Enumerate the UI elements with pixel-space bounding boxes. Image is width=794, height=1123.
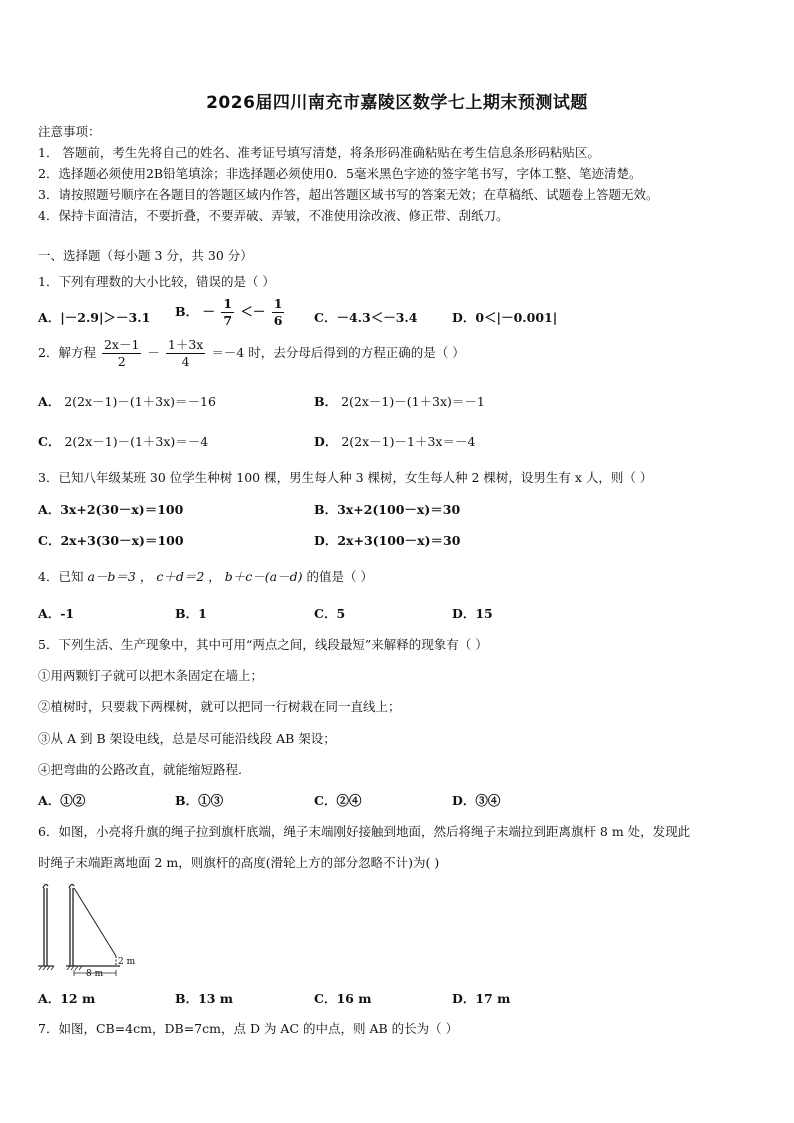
q2-option-a [38,392,216,410]
q6-option-c: C．16 m [314,991,372,1006]
q4-option-b: B．1 [175,606,207,621]
q5-option-b: B．①③ [175,793,224,808]
q1-option-c: C．－4.3＜－3.4 [314,310,418,325]
q2-option-d-expr: 2(2x－1)－1＋3x＝－4 [341,434,476,449]
q1-option-b-label: B． [175,304,199,319]
q1-fraction-2 [272,296,285,329]
q4-option-a: A．-1 [38,606,75,621]
q3-option-b: B．3x+2(100－x)＝30 [314,502,461,517]
notice-item-4: 4．保持卡面清洁，不要折叠，不要弄破、弄皱，不准使用涂改液、修正带、刮纸刀。 [38,208,509,223]
notice-heading: 注意事项： [38,124,101,139]
q1-fraction-1 [221,296,234,329]
q4-pre: 4．已知 [38,569,84,584]
q4-stem [38,567,373,585]
q2-fraction-2-num: 1＋3x [167,337,204,352]
q4-expr-2: c＋d＝2 [156,569,205,584]
q1-option-b-compare: ＜－ [240,304,266,319]
q2-option-a-label: A． [38,394,61,409]
q4-post: 的值是（ ） [306,569,373,584]
q1-option-b-minus: － [202,304,215,319]
q6-stem-line-1: 6．如图，小亮将升旗的绳子拉到旗杆底端，绳子末端刚好接触到地面，然后将绳子末端拉到距离旗杆 8 m 处，发现此 [38,824,691,839]
q2-rhs: ＝－4 [211,345,245,360]
flagpole-diagram [36,880,136,980]
q5-stem: 5．下列生活、生产现象中，其中可用“两点之间，线段最短”来解释的现象有（ ） [38,637,488,652]
q6-stem-line-2: 时绳子末端距离地面 2 m，则旗杆的高度(滑轮上方的部分忽略不计)为( ) [38,855,440,870]
q2-stem [38,337,465,370]
q4-sep-2: ， [208,569,221,584]
q5-option-d: D．③④ [452,793,501,808]
q2-option-b-label: B． [314,394,338,409]
section-heading: 一、选择题（每小题 3 分，共 30 分） [38,248,253,263]
q4-expr-1: a－b＝3 [87,569,136,584]
q4-expr-3: b＋c－(a－d) [224,569,303,584]
q2-option-d [314,432,475,450]
q1-fraction-1-num: 1 [223,296,233,311]
q6-option-b: B．13 m [175,991,234,1006]
q2-fraction-2-den: 4 [181,354,190,369]
q1-option-b [175,296,286,329]
q5-item-1: ①用两颗钉子就可以把木条固定在墙上； [38,668,264,683]
q2-option-c-expr: 2(2x－1)－(1＋3x)＝－4 [64,434,209,449]
q2-option-c-label: C． [38,434,61,449]
q2-option-a-expr: 2(2x－1)－(1＋3x)＝－16 [64,394,216,409]
q1-fraction-1-den: 7 [223,313,233,328]
q4-sep-1: ， [139,569,153,584]
q3-stem: 3．已知八年级某班 30 位学生种树 100 棵，男生每人种 3 棵树，女生每人种 2 棵树，设男生有 x 人，则（ ） [38,470,653,485]
q6-option-d: D．17 m [452,991,511,1006]
notice-item-2: 2．选择题必须使用2B铅笔填涂；非选择题必须使用0．5毫米黑色字迹的签字笔书写，字体工整、笔迹清楚。 [38,166,642,181]
q2-post: 时，去分母后得到的方程正确的是（ ） [248,345,465,360]
q6-option-a: A．12 m [38,991,96,1006]
q5-item-3: ③从 A 到 B 架设电线，总是尽可能沿线段 AB 架设； [38,731,336,746]
q1-option-a: A．|－2.9|＞－3.1 [38,310,151,325]
q2-option-c [38,432,208,450]
label-8m: 8 m [86,969,104,979]
q5-item-4: ④把弯曲的公路改直，就能缩短路程. [38,762,242,777]
q6-flagpole-figure [36,880,136,980]
q3-option-d: D．2x+3(100－x)＝30 [314,533,461,548]
notice-item-1: 1． 答题前，考生先将自己的姓名、准考证号填写清楚，将条形码准确粘贴在考生信息条形码粘贴区。 [38,145,600,160]
q1-fraction-2-den: 6 [273,313,283,328]
q2-pre: 2．解方程 [38,345,96,360]
q4-option-c: C．5 [314,606,346,621]
q4-option-d: D．15 [452,606,493,621]
q1-option-d: D．0＜|－0.001| [452,310,558,325]
q7-stem: 7．如图，CB=4cm，DB=7cm，点 D 为 AC 的中点，则 AB 的长为（ ） [38,1021,459,1036]
label-2m: 2 m [118,957,136,967]
q5-option-c: C．②④ [314,793,362,808]
q2-fraction-2 [166,337,205,370]
q2-fraction-1-num: 2x－1 [103,337,140,352]
q2-option-b-expr: 2(2x－1)－(1＋3x)＝－1 [341,394,485,409]
page-title: 2026届四川南充市嘉陵区数学七上期末预测试题 [206,93,588,113]
q1-fraction-2-num: 1 [273,296,283,311]
q3-option-a: A．3x+2(30－x)＝100 [38,502,184,517]
q3-option-c: C．2x+3(30－x)＝100 [38,533,184,548]
notice-item-3: 3．请按照题号顺序在各题目的答题区域内作答，超出答题区域书写的答案无效；在草稿纸、试题卷上答题无效。 [38,187,659,202]
q2-fraction-1-den: 2 [117,354,126,369]
q2-option-d-label: D． [314,434,338,449]
q2-fraction-1 [102,337,141,370]
q2-option-b [314,392,485,410]
q5-option-a: A．①② [38,793,86,808]
q1-stem: 1．下列有理数的大小比较，错误的是（ ） [38,274,275,289]
q2-minus: － [147,345,160,360]
q5-item-2: ②植树时，只要栽下两棵树，就可以把同一行树栽在同一直线上； [38,699,401,714]
